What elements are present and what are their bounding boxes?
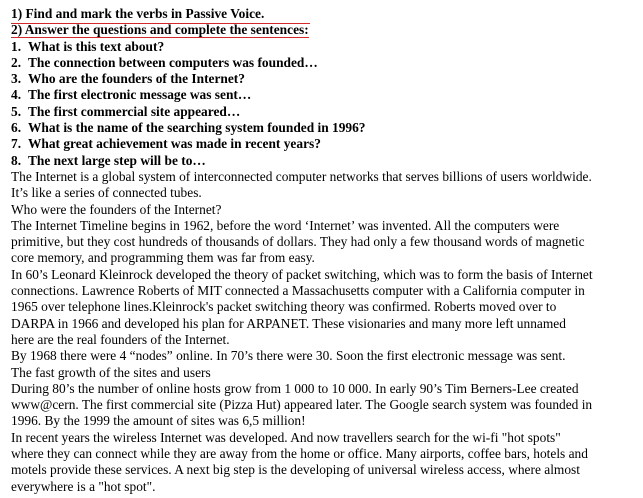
question-number: 2. <box>11 54 22 70</box>
question-text: The first commercial site appeared… <box>28 103 241 119</box>
body-line: here are the real founders of the Internet. <box>11 331 230 347</box>
question-number: 3. <box>11 71 22 87</box>
body-line: everywhere is a "hot spot". <box>11 478 156 494</box>
question-number: 1. <box>11 38 22 54</box>
question-list <box>11 39 636 169</box>
red-underline <box>11 23 310 24</box>
body-line: where they can connect while they are away from the home or office. Many airports, coffee bars, hotels and <box>11 446 588 462</box>
task-1-heading <box>11 6 264 22</box>
task-1-line <box>11 6 636 22</box>
question-item <box>11 71 636 87</box>
question-text: The first electronic message was sent… <box>28 87 252 103</box>
question-item <box>11 153 636 169</box>
body-line: By 1968 there were 4 “nodes” online. In 70’s there were 30. Soon the first electronic message was sent. <box>11 348 566 364</box>
question-item <box>11 55 636 71</box>
question-item <box>11 120 636 136</box>
question-item <box>11 87 636 103</box>
question-number: 6. <box>11 120 22 136</box>
question-text: Who are the founders of the Internet? <box>28 71 245 87</box>
question-number: 7. <box>11 136 22 152</box>
question-text: What great achievement was made in recent years? <box>28 136 321 152</box>
question-item <box>11 136 636 152</box>
task-1-text: 1) Find and mark the verbs in Passive Voice. <box>11 6 265 21</box>
question-text: The next large step will be to… <box>28 152 206 168</box>
body-line: In recent years the wireless Internet was developed. And now travellers search for the wi-fi "hot spots" <box>11 429 561 445</box>
body-line: 1996. By the 1999 the amount of sites was 6,5 million! <box>11 413 306 429</box>
body-line: Who were the founders of the Internet? <box>11 201 222 217</box>
question-number: 5. <box>11 103 22 119</box>
body-line: The Internet Timeline begins in 1962, before the word ‘Internet’ was invented. All the computers were <box>11 217 560 233</box>
body-line: core memory, and programming them was far from easy. <box>11 250 315 266</box>
body-line: The Internet is a global system of interconnected computer networks that serves billions of users worldwide. <box>11 168 592 184</box>
body-line: In 60’s Leonard Kleinrock developed the theory of packet switching, which was to form the basis of Internet <box>11 266 593 282</box>
task-2-heading: 2) Answer the questions and complete the sentences: <box>11 22 309 38</box>
article-body <box>11 169 636 495</box>
body-line: www@cern. The first commercial site (Pizza Hut) appeared later. The Google search system was founded in <box>11 397 593 413</box>
question-number: 8. <box>11 152 22 168</box>
body-line: During 80’s the number of online hosts grow from 1 000 to 10 000. In early 90’s Tim Berners-Lee created <box>11 380 579 396</box>
body-line: DARPA in 1966 and developed his plan for ARPANET. These visionaries and many more left unnamed <box>11 315 566 331</box>
body-line: The fast growth of the sites and users <box>11 364 211 380</box>
question-text: What is this text about? <box>28 38 165 54</box>
body-line: primitive, but they cost hundreds of thousands of dollars. They had only a few thousand words of magnetic <box>11 234 585 250</box>
body-line: It’s like a series of connected tubes. <box>11 185 202 201</box>
body-line: connections. Lawrence Roberts of MIT connected a Massachusetts computer with a California computer in <box>11 283 585 299</box>
task-2-line <box>11 22 636 38</box>
question-number: 4. <box>11 87 22 103</box>
question-text: What is the name of the searching system founded in 1996? <box>28 120 366 136</box>
question-text: The connection between computers was founded… <box>28 54 318 70</box>
body-line: motels provide these services. A next big step is the developing of universal wireless access, where almost <box>11 462 580 478</box>
question-item <box>11 39 636 55</box>
body-line: 1965 over telephone lines.Kleinrock's packet switching theory was confirmed. Roberts moved over to <box>11 299 557 315</box>
question-item <box>11 104 636 120</box>
